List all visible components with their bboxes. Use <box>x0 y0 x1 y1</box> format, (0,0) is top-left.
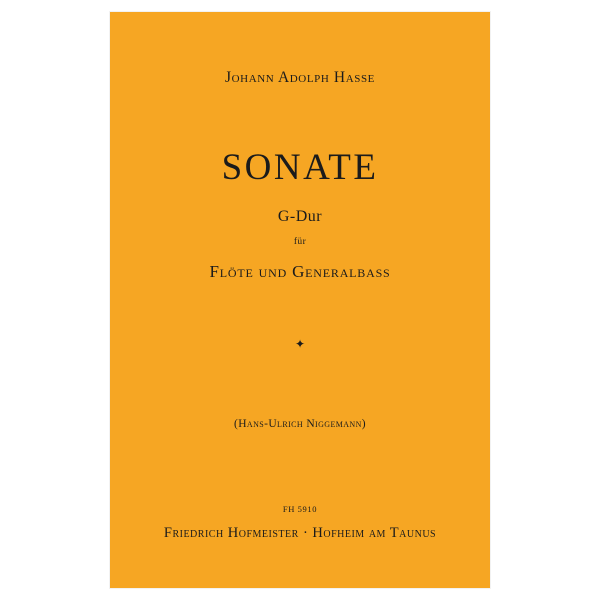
composer-name: Johann Adolph Hasse <box>225 69 375 86</box>
cover-sheet <box>110 12 490 588</box>
ornament-icon: ✦ <box>294 337 306 351</box>
cover-content <box>110 12 490 588</box>
key-signature-label: G-Dur <box>277 208 323 225</box>
plate-number: FH 5910 <box>282 504 318 514</box>
for-label: für <box>293 237 307 247</box>
publisher-imprint: Friedrich Hofmeister · Hofheim am Taunus <box>163 525 437 541</box>
page-title: SONATE <box>221 147 379 188</box>
instrumentation-label: Flöte und Generalbass <box>209 262 391 281</box>
editor-credit: (Hans-Ulrich Niggemann) <box>233 418 367 430</box>
